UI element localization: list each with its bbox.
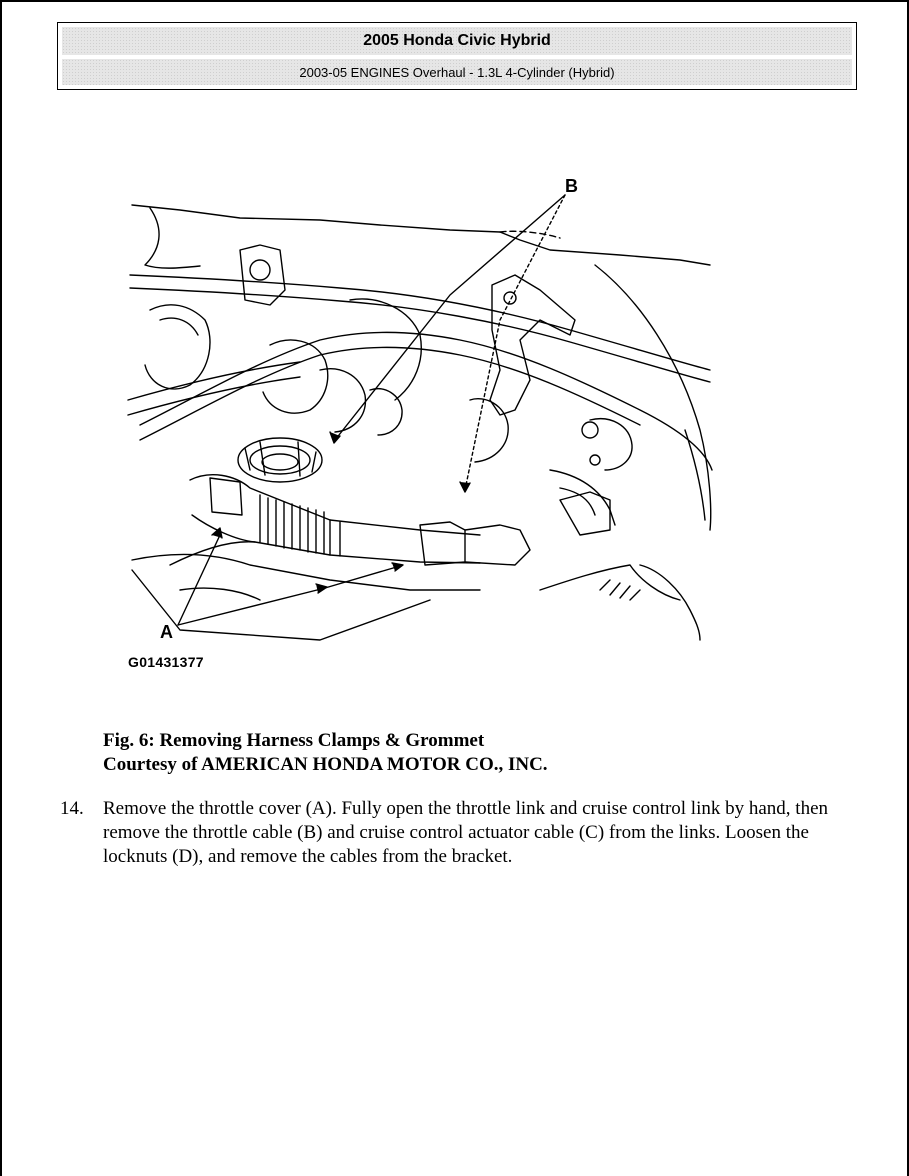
- engine-illustration: [120, 170, 720, 690]
- header-title: 2005 Honda Civic Hybrid: [62, 27, 852, 55]
- caption-title: Fig. 6: Removing Harness Clamps & Grommet: [103, 730, 485, 751]
- step-number: 14.: [60, 798, 84, 819]
- step-text: Remove the throttle cover (A). Fully open the throttle link and cruise control link by hand, then remove the throttle cable (B) and cruise control actuator cable (C) from the links. Loosen the locknuts (D), and remove the cables from the bracket.: [103, 798, 828, 867]
- page-border-top: [0, 0, 909, 2]
- figure-caption: [103, 729, 548, 777]
- document-header: [57, 22, 857, 90]
- figure-label-a: A: [160, 622, 173, 642]
- header-subtitle: 2003-05 ENGINES Overhaul - 1.3L 4-Cylinder (Hybrid): [62, 59, 852, 85]
- figure-code: G01431377: [128, 654, 204, 670]
- figure-label-b: B: [565, 176, 578, 196]
- procedure-step: [60, 797, 850, 869]
- page-border-left: [0, 0, 2, 1176]
- caption-courtesy: Courtesy of AMERICAN HONDA MOTOR CO., INC.: [103, 754, 548, 775]
